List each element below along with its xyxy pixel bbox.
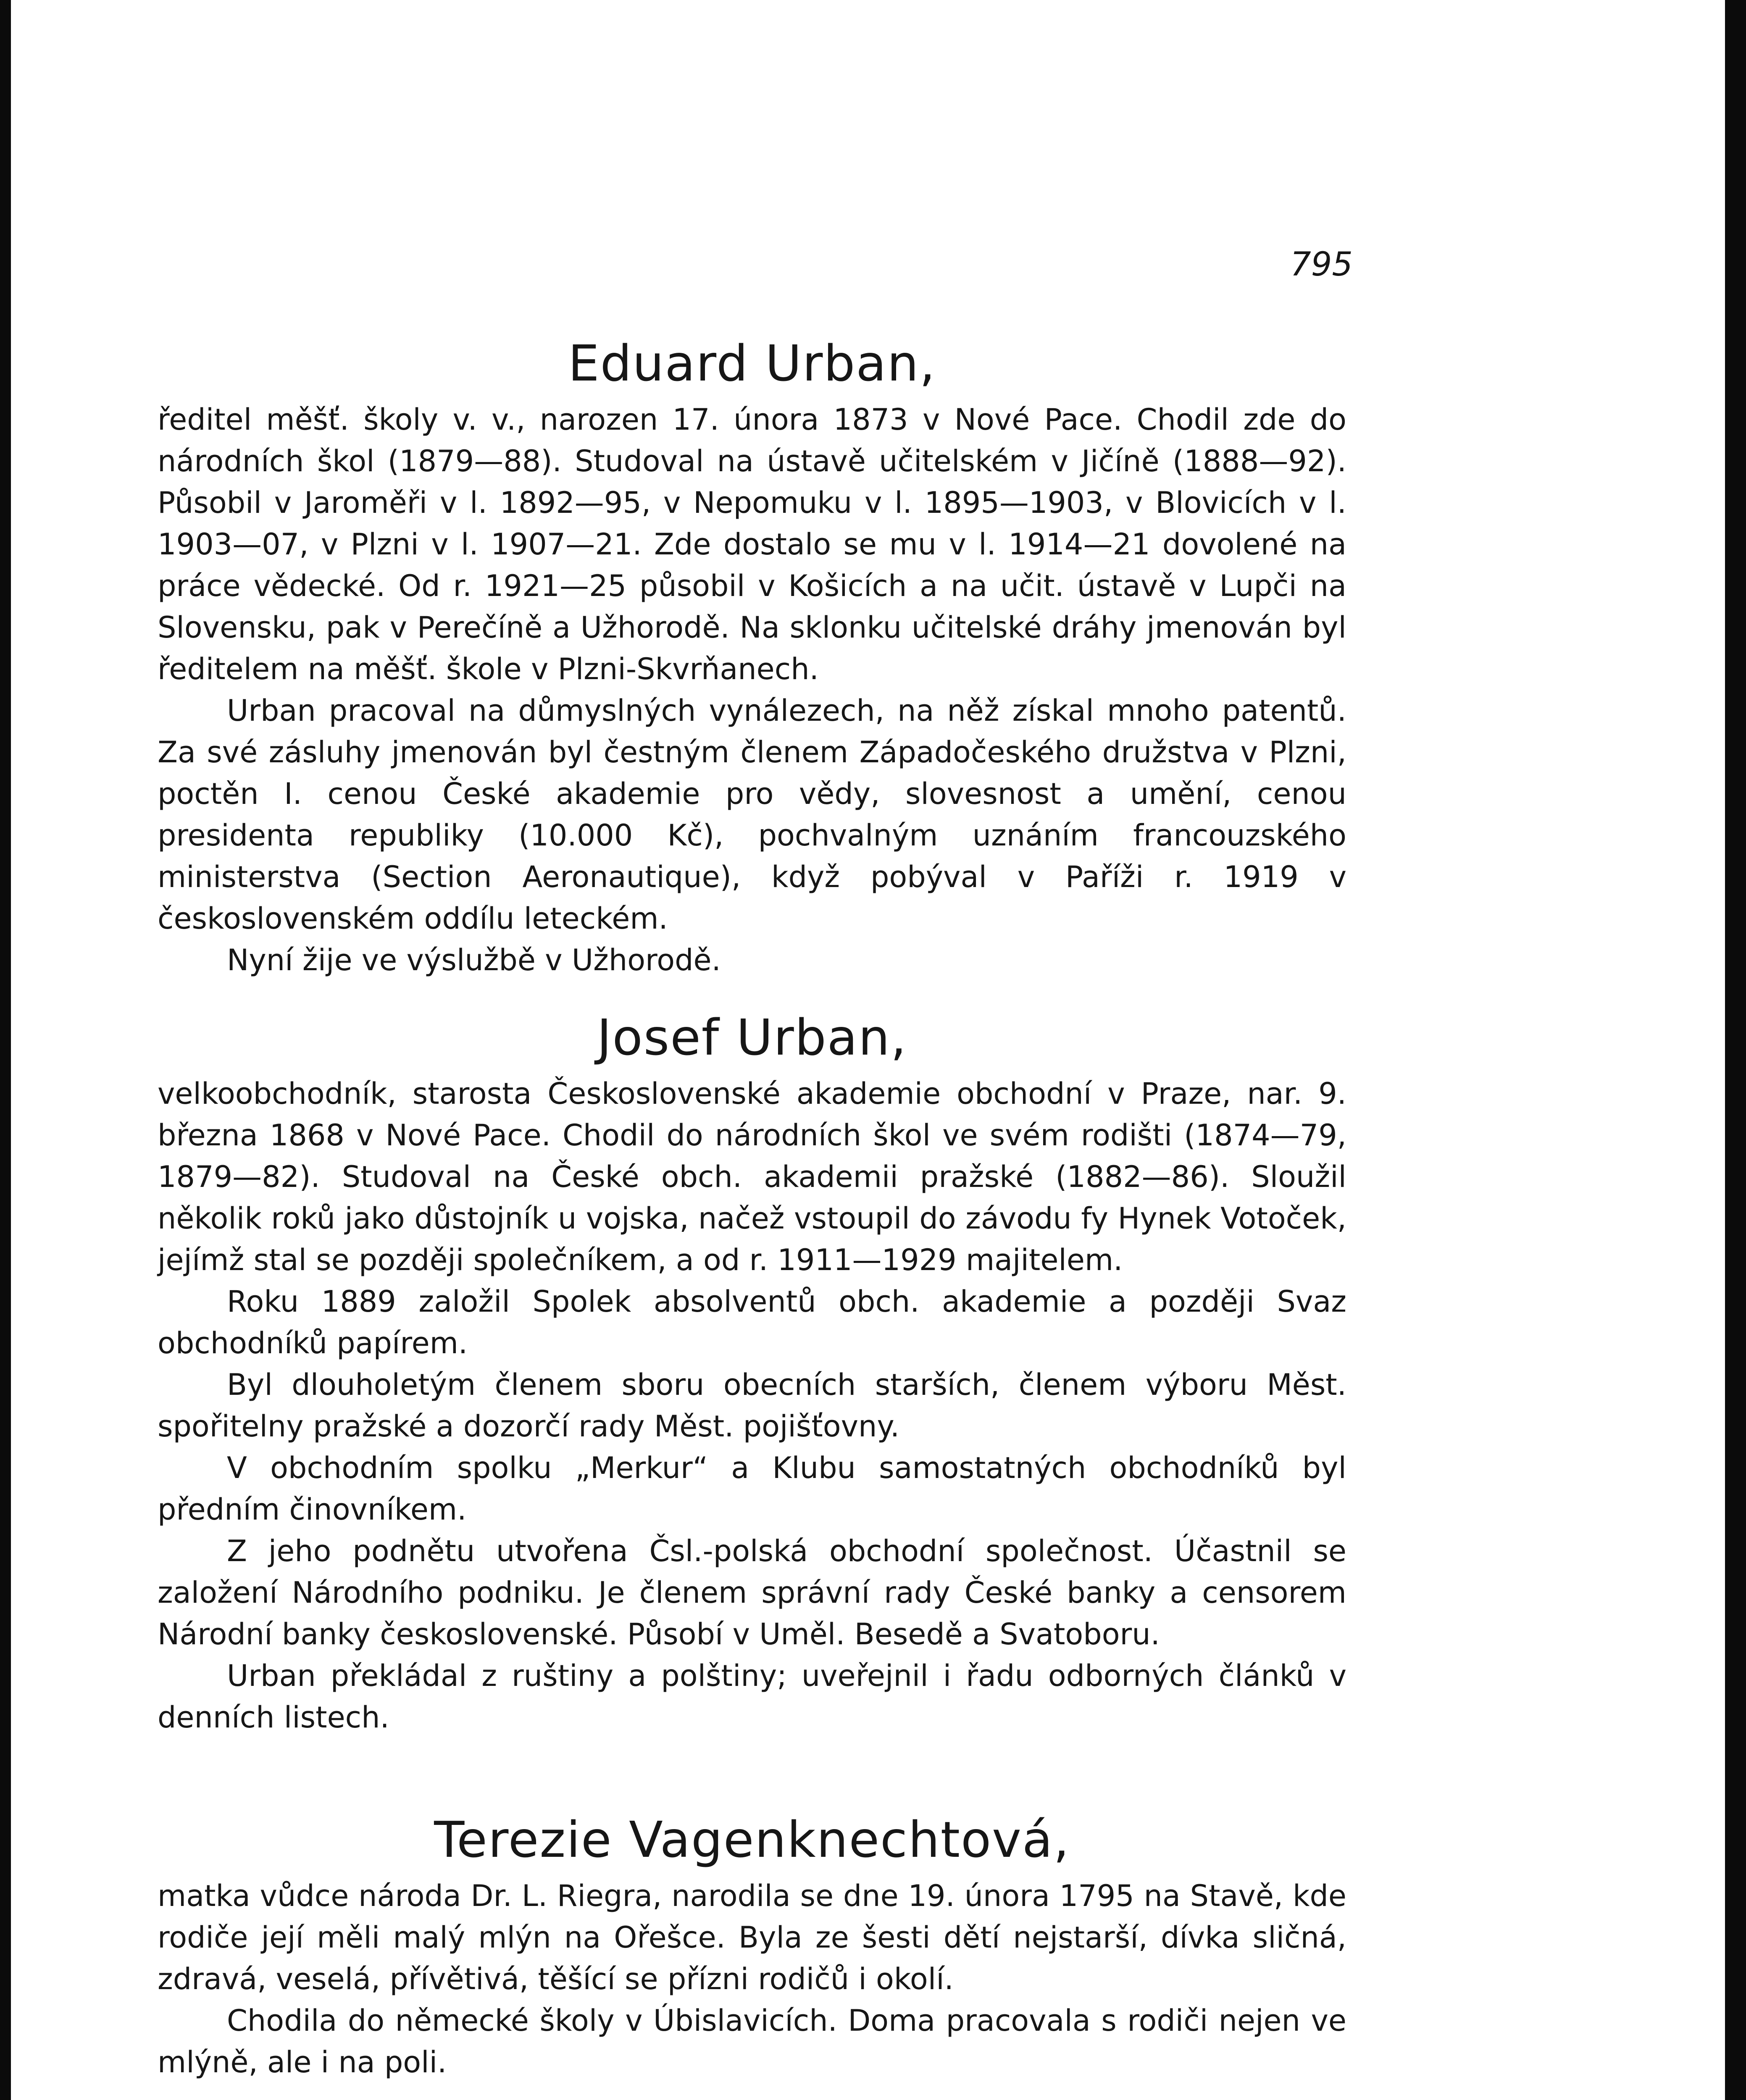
article-paragraph: matka vůdce národa Dr. L. Riegra, narodila se dne 19. února 1795 na Stavě, kde rodiče její měli malý mlýn na Ořešce. Byla ze šesti dětí nejstarší, dívka sličná, zdravá, veselá, přívětivá, těšící se přízni rodičů i okolí. bbox=[158, 1879, 1346, 1996]
article-title: Josef Urban, bbox=[597, 1008, 907, 1066]
article-paragraph: Roku 1889 založil Spolek absolventů obch. akademie a později Svaz obchodníků papírem. bbox=[158, 1284, 1346, 1360]
article-paragraph: Nyní žije ve výslužbě v Užhorodě. bbox=[227, 943, 721, 977]
page-number: 795 bbox=[1290, 246, 1353, 284]
article-terezie-vagenknechtova bbox=[158, 1808, 1346, 2083]
article-paragraph: Byl dlouholetým členem sboru obecních starších, členem výboru Měst. spořitelny pražské a dozorčí rady Měst. pojišťovny. bbox=[158, 1368, 1346, 1444]
article-eduard-urban bbox=[158, 332, 1346, 981]
article-paragraph: Z jeho podnětu utvořena Čsl.-polská obchodní společnost. Účastnil se založení Národního podniku. Je členem správní rady České banky a censorem Národní banky československé. Působí v Uměl. Besedě a Svatoboru. bbox=[158, 1534, 1346, 1651]
scan-edge-right bbox=[1725, 0, 1746, 2100]
article-josef-urban bbox=[158, 1006, 1346, 1738]
article-paragraph: V obchodním spolku „Merkur“ a Klubu samostatných obchodníků byl předním činovníkem. bbox=[158, 1451, 1346, 1527]
article-title: Terezie Vagenknechtová, bbox=[434, 1811, 1070, 1869]
article-paragraph: ředitel měšť. školy v. v., narozen 17. února 1873 v Nové Pace. Chodil zde do národních škol (1879—88). Studoval na ústavě učitelském v Jičíně (1888—92). Působil v Jaroměři v l. 1892—95, v Nepomuku v l. 1895—1903, v Blovicích v l. 1903—07, v Plzni v l. 1907—21. Zde dostalo se mu v l. 1914—21 dovolené na práce vědecké. Od r. 1921—25 působil v Košicích a na učit. ústavě v Lupči na Slovensku, pak v Perečíně a Užhorodě. Na sklonku učitelské dráhy jmenován byl ředitelem na měšť. škole v Plzni-Skvrňanech. bbox=[158, 402, 1346, 686]
article-paragraph: Chodila do německé školy v Úbislavicích. Doma pracovala s rodiči nejen ve mlýně, ale i na poli. bbox=[158, 2003, 1346, 2079]
article-paragraph: velkoobchodník, starosta Československé akademie obchodní v Praze, nar. 9. března 1868 v Nové Pace. Chodil do národních škol ve svém rodišti (1874—79, 1879—82). Studoval na České obch. akademii pražské (1882—86). Sloužil několik roků jako důstojník u vojska, načež vstoupil do závodu fy Hynek Votoček, jejímž stal se později společníkem, a od r. 1911—1929 majitelem. bbox=[158, 1076, 1346, 1277]
article-title: Eduard Urban, bbox=[568, 334, 936, 392]
article-paragraph: Urban pracoval na důmyslných vynálezech, na něž získal mnoho patentů. Za své zásluhy jmenován byl čestným členem Západočeského družstva v Plzni, poctěn I. cenou České akademie pro vědy, slovesnost a umění, cenou presidenta republiky (10.000 Kč), pochvalným uznáním francouzského ministerstva (Section Aeronautique), když pobýval v Paříži r. 1919 v československém oddílu leteckém. bbox=[158, 693, 1346, 936]
article-paragraph: Urban překládal z ruštiny a polštiny; uveřejnil i řadu odborných článků v denních listech. bbox=[158, 1659, 1346, 1735]
scan-edge-left bbox=[0, 0, 11, 2100]
